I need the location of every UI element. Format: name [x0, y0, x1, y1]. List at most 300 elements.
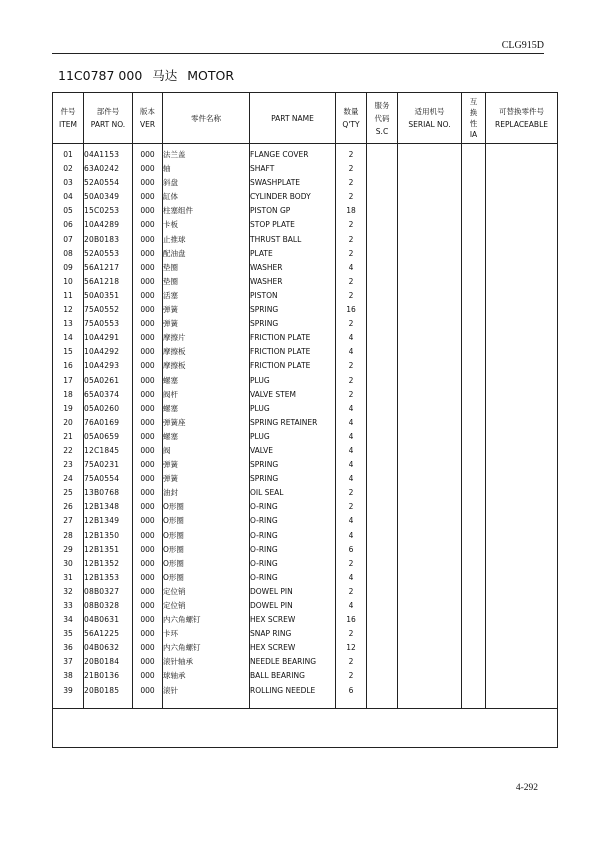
ia-cell [462, 289, 486, 303]
item-cell: 27 [53, 514, 84, 528]
replaceable-cell [486, 641, 558, 655]
part-name-cell: O-RING [250, 543, 336, 557]
sc-cell [367, 557, 398, 571]
table-spacer-row [53, 698, 558, 709]
sc-cell [367, 585, 398, 599]
sc-cell [367, 374, 398, 388]
replaceable-cell [486, 655, 558, 669]
replaceable-cell [486, 247, 558, 261]
ia-cell [462, 345, 486, 359]
ia-cell [462, 500, 486, 514]
ver-cell: 000 [133, 317, 163, 331]
table-row [53, 176, 558, 190]
table-row [53, 641, 558, 655]
item-cell: 13 [53, 317, 84, 331]
part-name-cell: DOWEL PIN [250, 599, 336, 613]
ver-cell: 000 [133, 669, 163, 683]
col-header-qty: 数量 Q'TY [336, 93, 367, 144]
table-row [53, 275, 558, 289]
sc-cell [367, 162, 398, 176]
serial-cell [398, 599, 462, 613]
part-name-cn-cell: 弹簧 [163, 317, 250, 331]
part-no-cell: 20B0185 [84, 684, 133, 698]
qty-cell: 12 [336, 641, 367, 655]
part-name-cell: O-RING [250, 500, 336, 514]
ia-cell [462, 684, 486, 698]
part-name-cn-cell: 螺塞 [163, 430, 250, 444]
item-cell: 02 [53, 162, 84, 176]
item-cell: 23 [53, 458, 84, 472]
replaceable-cell [486, 585, 558, 599]
ia-cell [462, 529, 486, 543]
part-name-cell: SPRING [250, 458, 336, 472]
header-rule [52, 53, 544, 54]
serial-cell [398, 289, 462, 303]
table-row [53, 557, 558, 571]
part-name-cn-cell: 弹簧 [163, 472, 250, 486]
qty-cell: 4 [336, 599, 367, 613]
qty-cell: 2 [336, 585, 367, 599]
item-cell: 21 [53, 430, 84, 444]
qty-cell: 2 [336, 627, 367, 641]
ver-cell: 000 [133, 233, 163, 247]
part-no-cell: 52A0553 [84, 247, 133, 261]
table-row [53, 500, 558, 514]
serial-cell [398, 430, 462, 444]
qty-cell: 16 [336, 303, 367, 317]
table-row [53, 247, 558, 261]
part-name-cn-cell: 螺塞 [163, 402, 250, 416]
replaceable-cell [486, 402, 558, 416]
part-name-cn-cell: 定位销 [163, 585, 250, 599]
sc-cell [367, 204, 398, 218]
qty-cell: 4 [336, 444, 367, 458]
replaceable-cell [486, 486, 558, 500]
ia-cell [462, 317, 486, 331]
serial-cell [398, 627, 462, 641]
qty-cell: 6 [336, 543, 367, 557]
part-name-cn-cell: 球轴承 [163, 669, 250, 683]
part-name-cn-cell: O形圈 [163, 543, 250, 557]
col-header-name-cn: 零件名称 [163, 93, 250, 144]
ia-cell [462, 402, 486, 416]
serial-cell [398, 331, 462, 345]
table-row [53, 472, 558, 486]
part-no-cell: 20B0184 [84, 655, 133, 669]
replaceable-cell [486, 430, 558, 444]
table-header-row [53, 93, 558, 144]
col-header-ia: 互 换 性 IA [462, 93, 486, 144]
part-name-cell: SPRING [250, 472, 336, 486]
part-no-cell: 76A0169 [84, 416, 133, 430]
sc-cell [367, 543, 398, 557]
item-cell: 01 [53, 144, 84, 163]
sc-cell [367, 144, 398, 163]
ver-cell: 000 [133, 218, 163, 232]
table-row [53, 655, 558, 669]
qty-cell: 2 [336, 190, 367, 204]
part-name-cell: THRUST BALL [250, 233, 336, 247]
col-header-ver: 版本 VER [133, 93, 163, 144]
qty-cell: 2 [336, 669, 367, 683]
col-header-item: 件号 ITEM [53, 93, 84, 144]
sc-cell [367, 261, 398, 275]
ia-cell [462, 162, 486, 176]
replaceable-cell [486, 331, 558, 345]
ia-cell [462, 247, 486, 261]
part-name-cell: PLUG [250, 402, 336, 416]
part-no-cell: 56A1225 [84, 627, 133, 641]
sc-cell [367, 613, 398, 627]
part-no-cell: 50A0351 [84, 289, 133, 303]
part-no-cell: 12B1348 [84, 500, 133, 514]
part-no-cell: 10A4291 [84, 331, 133, 345]
qty-cell: 2 [336, 486, 367, 500]
sc-cell [367, 486, 398, 500]
replaceable-cell [486, 233, 558, 247]
part-name-cn-cell: 缸体 [163, 190, 250, 204]
qty-cell: 4 [336, 416, 367, 430]
sc-cell [367, 388, 398, 402]
table-row [53, 402, 558, 416]
ia-cell [462, 331, 486, 345]
ver-cell: 000 [133, 444, 163, 458]
replaceable-cell [486, 571, 558, 585]
part-name-cell: PISTON [250, 289, 336, 303]
part-name-cell: SPRING [250, 317, 336, 331]
table-row [53, 374, 558, 388]
sc-cell [367, 641, 398, 655]
table-row [53, 613, 558, 627]
col-header-serial: 适用机号 SERIAL NO. [398, 93, 462, 144]
item-cell: 36 [53, 641, 84, 655]
table-row [53, 529, 558, 543]
part-name-cn-cell: 配油盘 [163, 247, 250, 261]
part-name-cell: DOWEL PIN [250, 585, 336, 599]
item-cell: 38 [53, 669, 84, 683]
part-name-cell: SPRING RETAINER [250, 416, 336, 430]
sc-cell [367, 514, 398, 528]
part-name-cn-cell: 柱塞组件 [163, 204, 250, 218]
replaceable-cell [486, 514, 558, 528]
qty-cell: 2 [336, 388, 367, 402]
part-no-cell: 04B0631 [84, 613, 133, 627]
replaceable-cell [486, 204, 558, 218]
part-name-cn-cell: 摩擦板 [163, 345, 250, 359]
ver-cell: 000 [133, 543, 163, 557]
part-name-cell: SWASHPLATE [250, 176, 336, 190]
assembly-code: 11C0787 000 [58, 68, 143, 83]
item-cell: 03 [53, 176, 84, 190]
ia-cell [462, 190, 486, 204]
replaceable-cell [486, 388, 558, 402]
table-row [53, 514, 558, 528]
item-cell: 19 [53, 402, 84, 416]
part-no-cell: 56A1218 [84, 275, 133, 289]
part-name-cell: O-RING [250, 529, 336, 543]
replaceable-cell [486, 345, 558, 359]
serial-cell [398, 543, 462, 557]
part-name-cn-cell: O形圈 [163, 514, 250, 528]
serial-cell [398, 190, 462, 204]
part-name-cell: FRICTION PLATE [250, 345, 336, 359]
col-header-replaceable: 可替换零件号 REPLACEABLE [486, 93, 558, 144]
sc-cell [367, 331, 398, 345]
table-row [53, 204, 558, 218]
ia-cell [462, 585, 486, 599]
sc-cell [367, 529, 398, 543]
item-cell: 06 [53, 218, 84, 232]
item-cell: 29 [53, 543, 84, 557]
item-cell: 33 [53, 599, 84, 613]
serial-cell [398, 416, 462, 430]
replaceable-cell [486, 543, 558, 557]
replaceable-cell [486, 669, 558, 683]
serial-cell [398, 388, 462, 402]
table-row [53, 486, 558, 500]
col-header-part-name: PART NAME [250, 93, 336, 144]
serial-cell [398, 557, 462, 571]
part-name-cell: OIL SEAL [250, 486, 336, 500]
part-name-cn-cell: 定位销 [163, 599, 250, 613]
part-no-cell: 75A0554 [84, 472, 133, 486]
serial-cell [398, 613, 462, 627]
ver-cell: 000 [133, 627, 163, 641]
ia-cell [462, 430, 486, 444]
table-row [53, 430, 558, 444]
ver-cell: 000 [133, 557, 163, 571]
part-name-cn-cell: 斜盘 [163, 176, 250, 190]
page-title [58, 66, 240, 84]
item-cell: 28 [53, 529, 84, 543]
table-notes-row [53, 708, 558, 747]
part-no-cell: 12C1845 [84, 444, 133, 458]
part-name-cn-cell: 垫圈 [163, 275, 250, 289]
replaceable-cell [486, 374, 558, 388]
replaceable-cell [486, 416, 558, 430]
ia-cell [462, 655, 486, 669]
serial-cell [398, 472, 462, 486]
ver-cell: 000 [133, 289, 163, 303]
sc-cell [367, 599, 398, 613]
ia-cell [462, 388, 486, 402]
sc-cell [367, 303, 398, 317]
serial-cell [398, 162, 462, 176]
part-name-cell: WASHER [250, 261, 336, 275]
part-name-cn-cell: 弹簧 [163, 458, 250, 472]
serial-cell [398, 655, 462, 669]
sc-cell [367, 430, 398, 444]
serial-cell [398, 247, 462, 261]
assembly-name-cn: 马达 [152, 68, 178, 83]
item-cell: 10 [53, 275, 84, 289]
replaceable-cell [486, 218, 558, 232]
table-row [53, 261, 558, 275]
table-row [53, 684, 558, 698]
sc-cell [367, 416, 398, 430]
ia-cell [462, 374, 486, 388]
ia-cell [462, 233, 486, 247]
ia-cell [462, 275, 486, 289]
item-cell: 25 [53, 486, 84, 500]
ver-cell: 000 [133, 430, 163, 444]
ver-cell: 000 [133, 345, 163, 359]
qty-cell: 4 [336, 261, 367, 275]
ia-cell [462, 261, 486, 275]
ver-cell: 000 [133, 514, 163, 528]
ia-cell [462, 613, 486, 627]
document-code: CLG915D [501, 40, 544, 51]
table-row [53, 331, 558, 345]
item-cell: 15 [53, 345, 84, 359]
serial-cell [398, 303, 462, 317]
item-cell: 20 [53, 416, 84, 430]
serial-cell [398, 458, 462, 472]
ver-cell: 000 [133, 500, 163, 514]
part-no-cell: 04B0632 [84, 641, 133, 655]
qty-cell: 2 [336, 233, 367, 247]
table-row [53, 543, 558, 557]
replaceable-cell [486, 684, 558, 698]
ia-cell [462, 204, 486, 218]
part-name-cn-cell: 法兰盖 [163, 144, 250, 163]
part-no-cell: 04A1153 [84, 144, 133, 163]
sc-cell [367, 402, 398, 416]
ver-cell: 000 [133, 599, 163, 613]
item-cell: 35 [53, 627, 84, 641]
part-no-cell: 10A4292 [84, 345, 133, 359]
part-name-cn-cell: 摩擦片 [163, 331, 250, 345]
replaceable-cell [486, 176, 558, 190]
qty-cell: 2 [336, 176, 367, 190]
part-no-cell: 12B1351 [84, 543, 133, 557]
part-no-cell: 08B0328 [84, 599, 133, 613]
qty-cell: 2 [336, 655, 367, 669]
sc-cell [367, 684, 398, 698]
ia-cell [462, 571, 486, 585]
replaceable-cell [486, 458, 558, 472]
replaceable-cell [486, 317, 558, 331]
qty-cell: 4 [336, 402, 367, 416]
ver-cell: 000 [133, 247, 163, 261]
replaceable-cell [486, 289, 558, 303]
part-name-cn-cell: O形圈 [163, 571, 250, 585]
page-number: 4-292 [515, 783, 538, 793]
part-name-cn-cell: 油封 [163, 486, 250, 500]
part-name-cell: PLATE [250, 247, 336, 261]
qty-cell: 2 [336, 557, 367, 571]
ver-cell: 000 [133, 162, 163, 176]
qty-cell: 18 [336, 204, 367, 218]
part-name-cn-cell: 卡板 [163, 218, 250, 232]
ver-cell: 000 [133, 144, 163, 163]
serial-cell [398, 218, 462, 232]
ver-cell: 000 [133, 613, 163, 627]
replaceable-cell [486, 627, 558, 641]
ver-cell: 000 [133, 176, 163, 190]
replaceable-cell [486, 500, 558, 514]
item-cell: 24 [53, 472, 84, 486]
qty-cell: 2 [336, 275, 367, 289]
part-no-cell: 65A0374 [84, 388, 133, 402]
replaceable-cell [486, 275, 558, 289]
replaceable-cell [486, 261, 558, 275]
ver-cell: 000 [133, 684, 163, 698]
sc-cell [367, 233, 398, 247]
part-name-cn-cell: 滚针 [163, 684, 250, 698]
item-cell: 31 [53, 571, 84, 585]
ver-cell: 000 [133, 402, 163, 416]
part-name-cn-cell: 阀杆 [163, 388, 250, 402]
ia-cell [462, 627, 486, 641]
item-cell: 17 [53, 374, 84, 388]
part-name-cell: STOP PLATE [250, 218, 336, 232]
sc-cell [367, 500, 398, 514]
table-row [53, 289, 558, 303]
qty-cell: 4 [336, 529, 367, 543]
serial-cell [398, 486, 462, 500]
part-name-cn-cell: O形圈 [163, 529, 250, 543]
part-name-cell: FRICTION PLATE [250, 331, 336, 345]
ver-cell: 000 [133, 655, 163, 669]
ver-cell: 000 [133, 641, 163, 655]
part-no-cell: 15C0253 [84, 204, 133, 218]
table-row [53, 458, 558, 472]
part-name-cell: NEEDLE BEARING [250, 655, 336, 669]
serial-cell [398, 374, 462, 388]
part-name-cell: CYLINDER BODY [250, 190, 336, 204]
ia-cell [462, 218, 486, 232]
qty-cell: 2 [336, 218, 367, 232]
qty-cell: 2 [336, 162, 367, 176]
serial-cell [398, 317, 462, 331]
col-header-sc: 服务 代码 S.C [367, 93, 398, 144]
item-cell: 34 [53, 613, 84, 627]
part-name-cell: PLUG [250, 430, 336, 444]
table-row [53, 303, 558, 317]
ia-cell [462, 416, 486, 430]
replaceable-cell [486, 359, 558, 373]
replaceable-cell [486, 557, 558, 571]
part-name-cn-cell: 活塞 [163, 289, 250, 303]
serial-cell [398, 514, 462, 528]
part-name-cn-cell: 卡环 [163, 627, 250, 641]
ver-cell: 000 [133, 388, 163, 402]
table-row [53, 599, 558, 613]
serial-cell [398, 275, 462, 289]
item-cell: 32 [53, 585, 84, 599]
table-row [53, 190, 558, 204]
sc-cell [367, 176, 398, 190]
ver-cell: 000 [133, 261, 163, 275]
part-name-cell: O-RING [250, 557, 336, 571]
qty-cell: 2 [336, 247, 367, 261]
part-no-cell: 20B0183 [84, 233, 133, 247]
sc-cell [367, 345, 398, 359]
table-row [53, 388, 558, 402]
part-name-cell: PLUG [250, 374, 336, 388]
part-no-cell: 08B0327 [84, 585, 133, 599]
part-name-cell: PISTON GP [250, 204, 336, 218]
table-row [53, 233, 558, 247]
parts-table-body [53, 144, 558, 748]
item-cell: 14 [53, 331, 84, 345]
ver-cell: 000 [133, 275, 163, 289]
replaceable-cell [486, 444, 558, 458]
sc-cell [367, 472, 398, 486]
ver-cell: 000 [133, 585, 163, 599]
ia-cell [462, 303, 486, 317]
